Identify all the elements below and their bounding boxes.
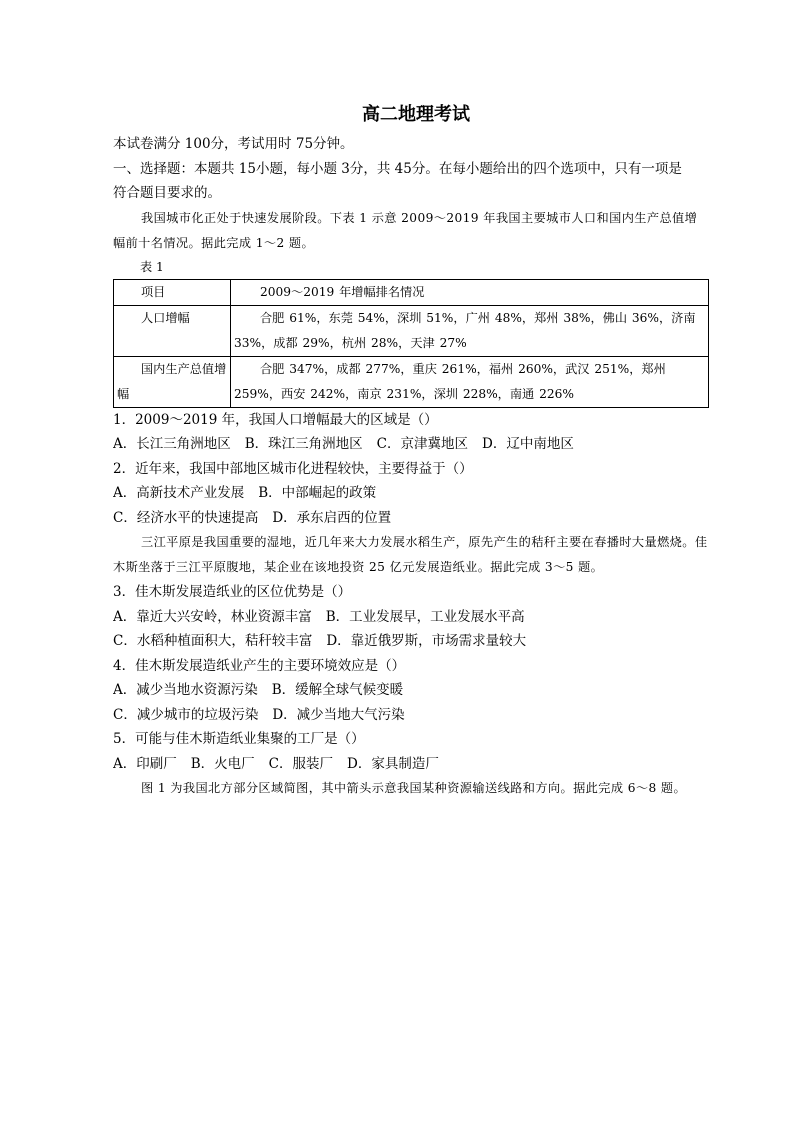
question-2-option-d[interactable]: D．承东启西的位置	[272, 509, 392, 526]
question-4-option-c[interactable]: C．减少城市的垃圾污染	[113, 706, 259, 723]
question-1-option-a[interactable]: A．长江三角洲地区	[113, 436, 231, 452]
question-1-stem: 1．2009～2019 年，我国人口增幅最大的区域是（）	[113, 411, 438, 428]
question-4-options-row1	[113, 678, 709, 703]
question-5-option-b[interactable]: B．火电厂	[190, 755, 255, 772]
question-5-option-c[interactable]: C．服装厂	[268, 755, 334, 772]
question-4-stem: 4．佳木斯发展造纸业产生的主要环境效应是（）	[113, 657, 406, 674]
table-cell-item: 人口增幅	[114, 305, 231, 356]
question-2-option-b[interactable]: B．中部崛起的政策	[258, 485, 377, 501]
section1-instructions-line1: 一、选择题：本题共 15小题，每小题 3分，共 45分。在每小题给出的四个选项中，只有一项是	[113, 160, 682, 177]
question-1-option-d[interactable]: D．辽中南地区	[482, 436, 574, 452]
exam-intro: 本试卷满分 100分，考试用时 75分钟。	[113, 136, 354, 152]
exam-page	[113, 100, 709, 801]
table-row-gdp	[114, 356, 709, 407]
section1-instructions-line2: 符合题目要求的。	[113, 185, 221, 201]
city-growth-table	[113, 279, 709, 408]
exam-title: 高二地理考试	[362, 104, 470, 125]
question-5-options	[113, 752, 709, 777]
question-4-option-d[interactable]: D．减少当地大气污染	[272, 706, 405, 723]
question-1-option-b[interactable]: B．珠江三角洲地区	[244, 436, 363, 452]
question-2-option-c[interactable]: C．经济水平的快速提高	[113, 509, 259, 526]
passage-3: 图 1 为我国北方部分区域简图，其中箭头示意我国某种资源输送线路和方向。据此完成 6～8 题。	[141, 781, 687, 795]
table-row-population	[114, 305, 709, 356]
question-5-option-a[interactable]: A．印刷厂	[113, 755, 177, 772]
question-3-options-row2	[113, 629, 709, 654]
table-header-value: 2009～2019 年增幅排名情况	[231, 279, 709, 305]
table-cell-value: 合肥 347%，成都 277%，重庆 261%，福州 260%，武汉 251%，郑州 259%，西安 242%，南京 231%，深圳 228%，南通 226%	[231, 356, 709, 407]
question-3-option-a[interactable]: A．靠近大兴安岭，林业资源丰富	[113, 608, 312, 625]
question-3-option-c[interactable]: C．水稻种植面积大，秸秆较丰富	[113, 633, 313, 649]
table-header-row	[114, 279, 709, 305]
table-cell-value: 合肥 61%，东莞 54%，深圳 51%，广州 48%，郑州 38%，佛山 36%，济南 33%，成都 29%，杭州 28%，天津 27%	[231, 305, 709, 356]
table-cell-item: 国内生产总值增幅	[114, 356, 231, 407]
question-1-option-c[interactable]: C．京津冀地区	[376, 436, 469, 452]
question-3-option-b[interactable]: B．工业发展早，工业发展水平高	[325, 608, 525, 625]
table-header-item: 项目	[114, 279, 231, 305]
question-2-option-a[interactable]: A．高新技术产业发展	[113, 485, 245, 501]
question-1-options	[113, 432, 709, 457]
question-2-options-row2	[113, 506, 709, 531]
question-4-option-b[interactable]: B．缓解全球气候变暖	[271, 682, 404, 698]
question-2-stem: 2．近年来，我国中部地区城市化进程较快，主要得益于（）	[113, 460, 473, 477]
table-label: 表 1	[140, 259, 164, 274]
question-5-option-d[interactable]: D．家具制造厂	[347, 755, 439, 772]
question-5-stem: 5．可能与佳木斯造纸业集聚的工厂是（）	[113, 731, 365, 747]
question-4-options-row2	[113, 703, 709, 728]
question-4-option-a[interactable]: A．减少当地水资源污染	[113, 682, 258, 698]
passage-2: 三江平原是我国重要的湿地，近几年来大力发展水稻生产，原先产生的秸秆主要在春播时大量燃烧。佳木斯坐落于三江平原腹地，某企业在该地投资 25 亿元发展造纸业。据此完成 3～5 题。	[113, 535, 708, 574]
question-2-options-row1	[113, 481, 709, 506]
question-3-option-d[interactable]: D．靠近俄罗斯，市场需求量较大	[326, 633, 527, 649]
passage-1: 我国城市化正处于快速发展阶段。下表 1 示意 2009～2019 年我国主要城市人口和国内生产总值增幅前十名情况。据此完成 1～2 题。	[113, 210, 698, 250]
question-3-stem: 3．佳木斯发展造纸业的区位优势是（）	[113, 584, 352, 600]
question-3-options-row1	[113, 605, 709, 630]
